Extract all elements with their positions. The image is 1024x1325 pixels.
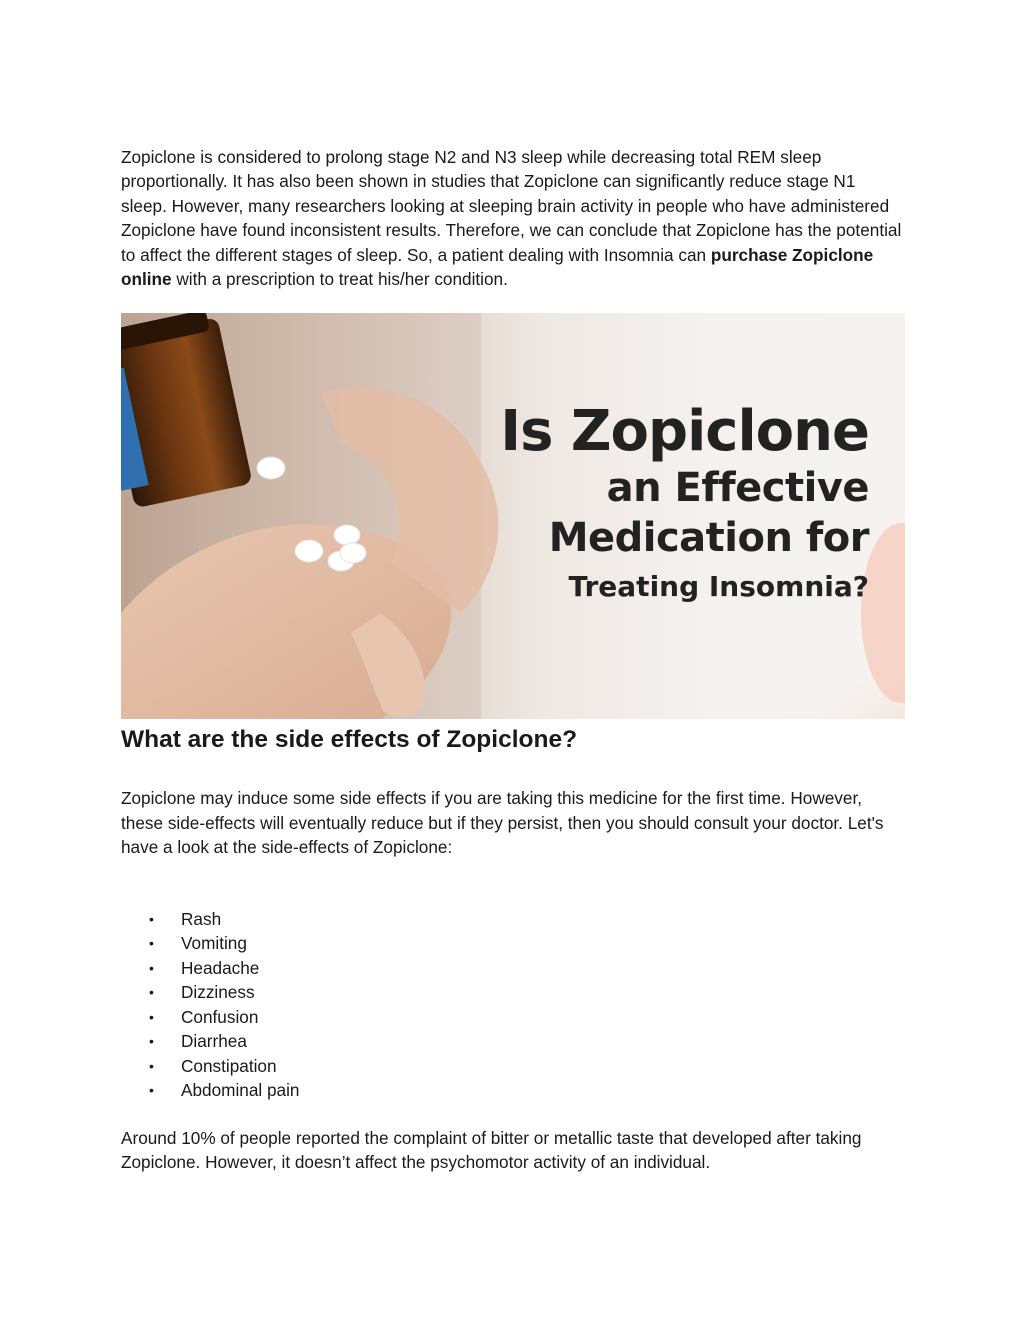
- list-item: [121, 956, 905, 981]
- list-item: [121, 1054, 905, 1079]
- list-item: [121, 980, 905, 1005]
- list-item-text: Constipation: [181, 1055, 277, 1076]
- list-item-text: Abdominal pain: [181, 1080, 300, 1101]
- list-item: [121, 907, 905, 932]
- list-item: [121, 1029, 905, 1054]
- side-effects-intro: Zopiclone may induce some side effects if you are taking this medicine for the first time. However, these side-effects will eventually reduce but if they persist, then you should consult your doctor. Let's have a look at the side-effects of Zopiclone:: [121, 788, 884, 858]
- bullet-icon: •: [149, 935, 154, 952]
- bullet-icon: •: [149, 1008, 154, 1025]
- list-item: [121, 1005, 905, 1030]
- list-item-text: Dizziness: [181, 982, 255, 1003]
- list-item-text: Headache: [181, 957, 260, 978]
- bullet-icon: •: [149, 1082, 154, 1099]
- bullet-icon: •: [149, 959, 154, 976]
- bullet-icon: •: [149, 1057, 154, 1074]
- intro-paragraph: [121, 145, 905, 291]
- side-effects-list: [121, 907, 905, 1103]
- document-page: [121, 145, 905, 1174]
- list-item-text: Rash: [181, 908, 222, 929]
- side-effects-heading: What are the side effects of Zopiclone?: [121, 726, 578, 754]
- closing-paragraph: Around 10% of people reported the complaint of bitter or metallic taste that developed after taking Zopiclone. However, it doesn’t affect the psychomotor activity of an individual.: [121, 1127, 862, 1173]
- bullet-icon: •: [149, 984, 154, 1001]
- list-item-text: Confusion: [181, 1006, 259, 1027]
- hero-title-line-4: Treating Insomnia?: [568, 570, 869, 604]
- intro-text-end: with a prescription to treat his/her condition.: [171, 269, 508, 290]
- purchase-link-text: purchase Zopiclone online: [121, 244, 874, 290]
- hero-image: [121, 313, 905, 719]
- list-item: [121, 1078, 905, 1103]
- hero-title-line-1: Is Zopiclone: [500, 399, 869, 465]
- list-item-text: Vomiting: [181, 933, 247, 954]
- hero-title-line-3: Medication for: [548, 515, 869, 562]
- list-item: [121, 931, 905, 956]
- hero-title-line-2: an Effective: [606, 465, 869, 512]
- bullet-icon: •: [149, 910, 154, 927]
- hero-title: [500, 401, 869, 609]
- list-item-text: Diarrhea: [181, 1031, 247, 1052]
- intro-text: Zopiclone is considered to prolong stage N2 and N3 sleep while decreasing total REM sleep proportionally. It has also been shown in studies that Zopiclone can significantly reduce stage N1 sleep. However, many researchers looking at sleeping brain activity in people who have administered Zopiclone have found inconsistent results. Therefore, we can conclude that Zopiclone has the potential to affect the different stages of sleep. So, a patient dealing with Insomnia can: [121, 147, 902, 265]
- bullet-icon: •: [149, 1033, 154, 1050]
